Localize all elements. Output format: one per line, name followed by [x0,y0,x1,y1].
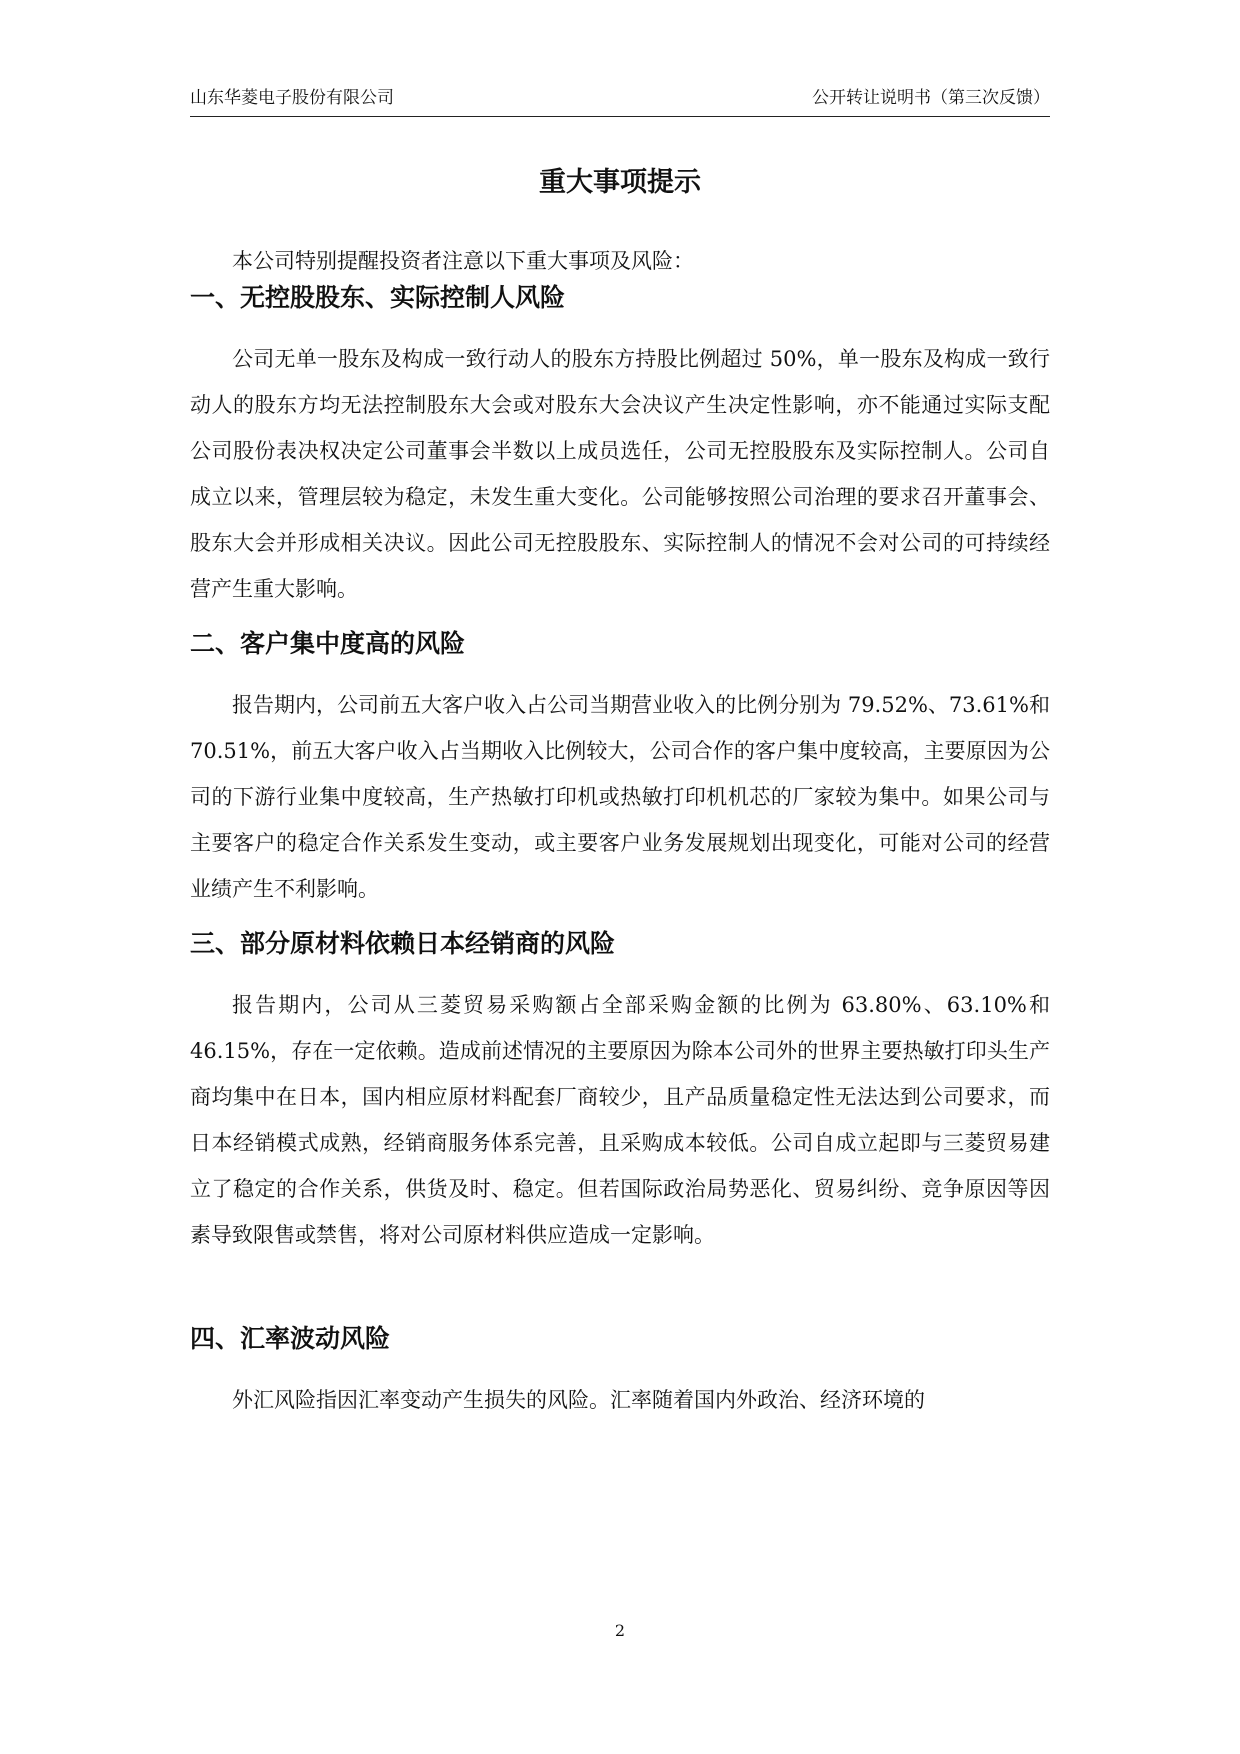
section-heading-3: 三、部分原材料依赖日本经销商的风险 [190,929,616,958]
section-heading-4: 四、汇率波动风险 [190,1324,391,1353]
page-title: 重大事项提示 [539,167,701,198]
page-number: 2 [614,1621,626,1640]
section-heading-2: 二、客户集中度高的风险 [190,629,466,658]
section-body-2: 报告期内，公司前五大客户收入占公司当期营业收入的比例分别为 79.52%、73.61%和 70.51%，前五大客户收入占当期收入比例较大，公司合作的客户集中度较高，主要原因为公司的下游行业集中度较高，生产热敏打印机或热敏打印机机芯的厂家较为集中。如果公司与主要客户的稳定合作关系发生变动，或主要客户业务发展规划出现变化，可能对公司的经营业绩产生不利影响。 [190,693,1050,901]
header-document-title: 公开转让说明书（第三次反馈） [812,88,1050,108]
section-body-4: 外汇风险指因汇率变动产生损失的风险。汇率随着国内外政治、经济环境的 [232,1388,925,1412]
section-body-3: 报告期内，公司从三菱贸易采购额占全部采购金额的比例为 63.80%、63.10%和 46.15%，存在一定依赖。造成前述情况的主要原因为除本公司外的世界主要热敏打印头生产商均集中在日本，国内相应原材料配套厂商较少，且产品质量稳定性无法达到公司要求，而日本经销模式成熟，经销商服务体系完善，且采购成本较低。公司自成立起即与三菱贸易建立了稳定的合作关系，供货及时、稳定。但若国际政治局势恶化、贸易纠纷、竞争原因等因素导致限售或禁售，将对公司原材料供应造成一定影响。 [190,993,1050,1247]
section-body-1: 公司无单一股东及构成一致行动人的股东方持股比例超过 50%，单一股东及构成一致行动人的股东方均无法控制股东大会或对股东大会决议产生决定性影响，亦不能通过实际支配公司股份表决权决定公司董事会半数以上成员选任，公司无控股股东及实际控制人。公司自成立以来，管理层较为稳定，未发生重大变化。公司能够按照公司治理的要求召开董事会、股东大会并形成相关决议。因此公司无控股股东、实际控制人的情况不会对公司的可持续经营产生重大影响。 [190,347,1050,601]
intro-paragraph: 本公司特别提醒投资者注意以下重大事项及风险： [232,249,694,273]
header-company-name: 山东华菱电子股份有限公司 [190,88,394,108]
section-heading-1: 一、无控股股东、实际控制人风险 [190,283,566,312]
page-header [190,88,1050,117]
